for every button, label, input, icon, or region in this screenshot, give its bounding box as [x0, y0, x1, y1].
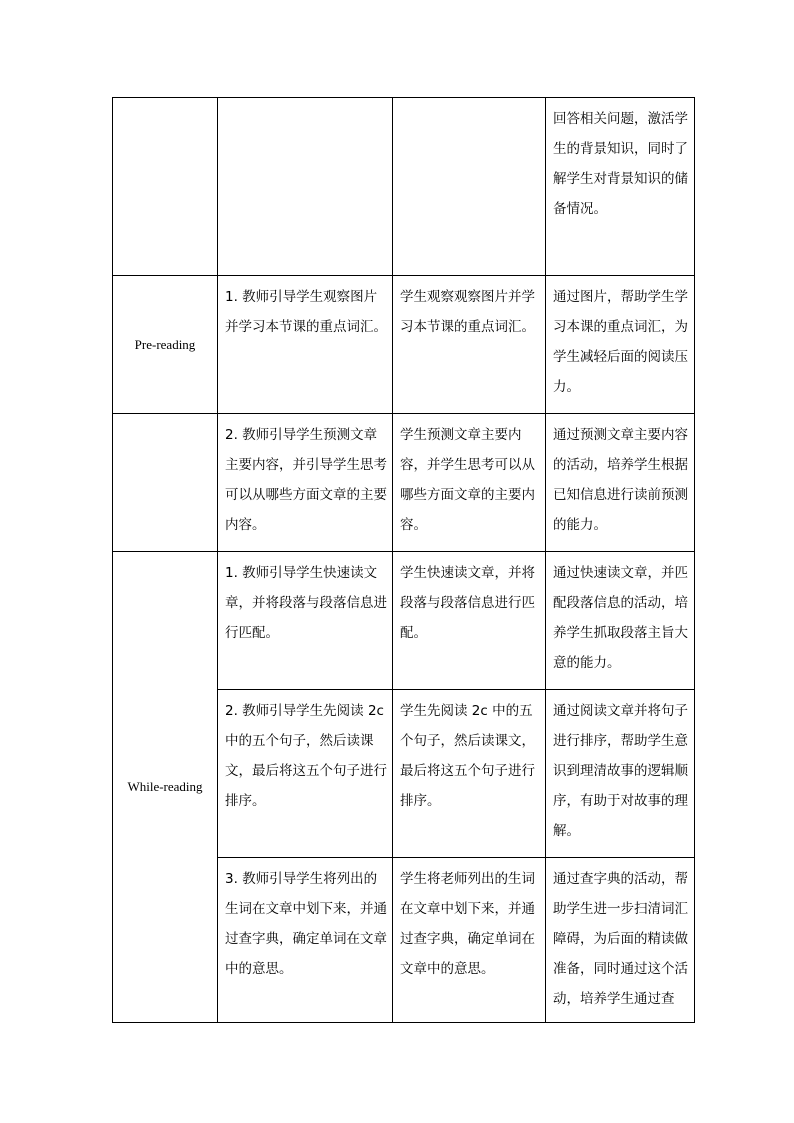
lesson-plan-table [112, 97, 695, 1023]
teacher-activity-cell: 2. 教师引导学生预测文章主要内容，并引导学生思考可以从哪些方面文章的主要内容。 [218, 414, 393, 552]
table-row [113, 414, 695, 552]
purpose-cell: 通过快速读文章，并匹配段落信息的活动，培养学生抓取段落主旨大意的能力。 [546, 552, 695, 690]
teacher-activity-cell: 1. 教师引导学生观察图片并学习本节课的重点词汇。 [218, 276, 393, 414]
teacher-activity-cell: 3. 教师引导学生将列出的生词在文章中划下来，并通过查字典，确定单词在文章中的意思。 [218, 858, 393, 1023]
student-activity-cell: 学生观察观察图片并学习本节课的重点词汇。 [393, 276, 546, 414]
teacher-activity-cell: 1. 教师引导学生快速读文章，并将段落与段落信息进行匹配。 [218, 552, 393, 690]
stage-cell-pre-reading: Pre-reading [113, 276, 218, 414]
purpose-cell: 通过查字典的活动，帮助学生进一步扫清词汇障碍，为后面的精读做准备，同时通过这个活动，培养学生通过查 [546, 858, 695, 1023]
purpose-cell: 通过阅读文章并将句子进行排序，帮助学生意识到理清故事的逻辑顺序，有助于对故事的理解。 [546, 690, 695, 858]
purpose-cell: 通过图片，帮助学生学习本课的重点词汇，为学生减轻后面的阅读压力。 [546, 276, 695, 414]
teacher-activity-cell [218, 98, 393, 276]
student-activity-cell: 学生预测文章主要内容，并学生思考可以从哪些方面文章的主要内容。 [393, 414, 546, 552]
purpose-cell: 回答相关问题，激活学生的背景知识，同时了解学生对背景知识的储备情况。 [546, 98, 695, 276]
teacher-activity-cell: 2. 教师引导学生先阅读 2c 中的五个句子，然后读课文，最后将这五个句子进行排序。 [218, 690, 393, 858]
student-activity-cell: 学生快速读文章，并将段落与段落信息进行匹配。 [393, 552, 546, 690]
stage-cell-while-reading: While-reading [113, 552, 218, 1023]
student-activity-cell: 学生先阅读 2c 中的五个句子，然后读课文，最后将这五个句子进行排序。 [393, 690, 546, 858]
table-row [113, 276, 695, 414]
table-row [113, 552, 695, 690]
purpose-cell: 通过预测文章主要内容的活动，培养学生根据已知信息进行读前预测的能力。 [546, 414, 695, 552]
student-activity-cell [393, 98, 546, 276]
student-activity-cell: 学生将老师列出的生词在文章中划下来，并通过查字典，确定单词在文章中的意思。 [393, 858, 546, 1023]
stage-cell [113, 414, 218, 552]
stage-cell [113, 98, 218, 276]
table-row [113, 98, 695, 276]
